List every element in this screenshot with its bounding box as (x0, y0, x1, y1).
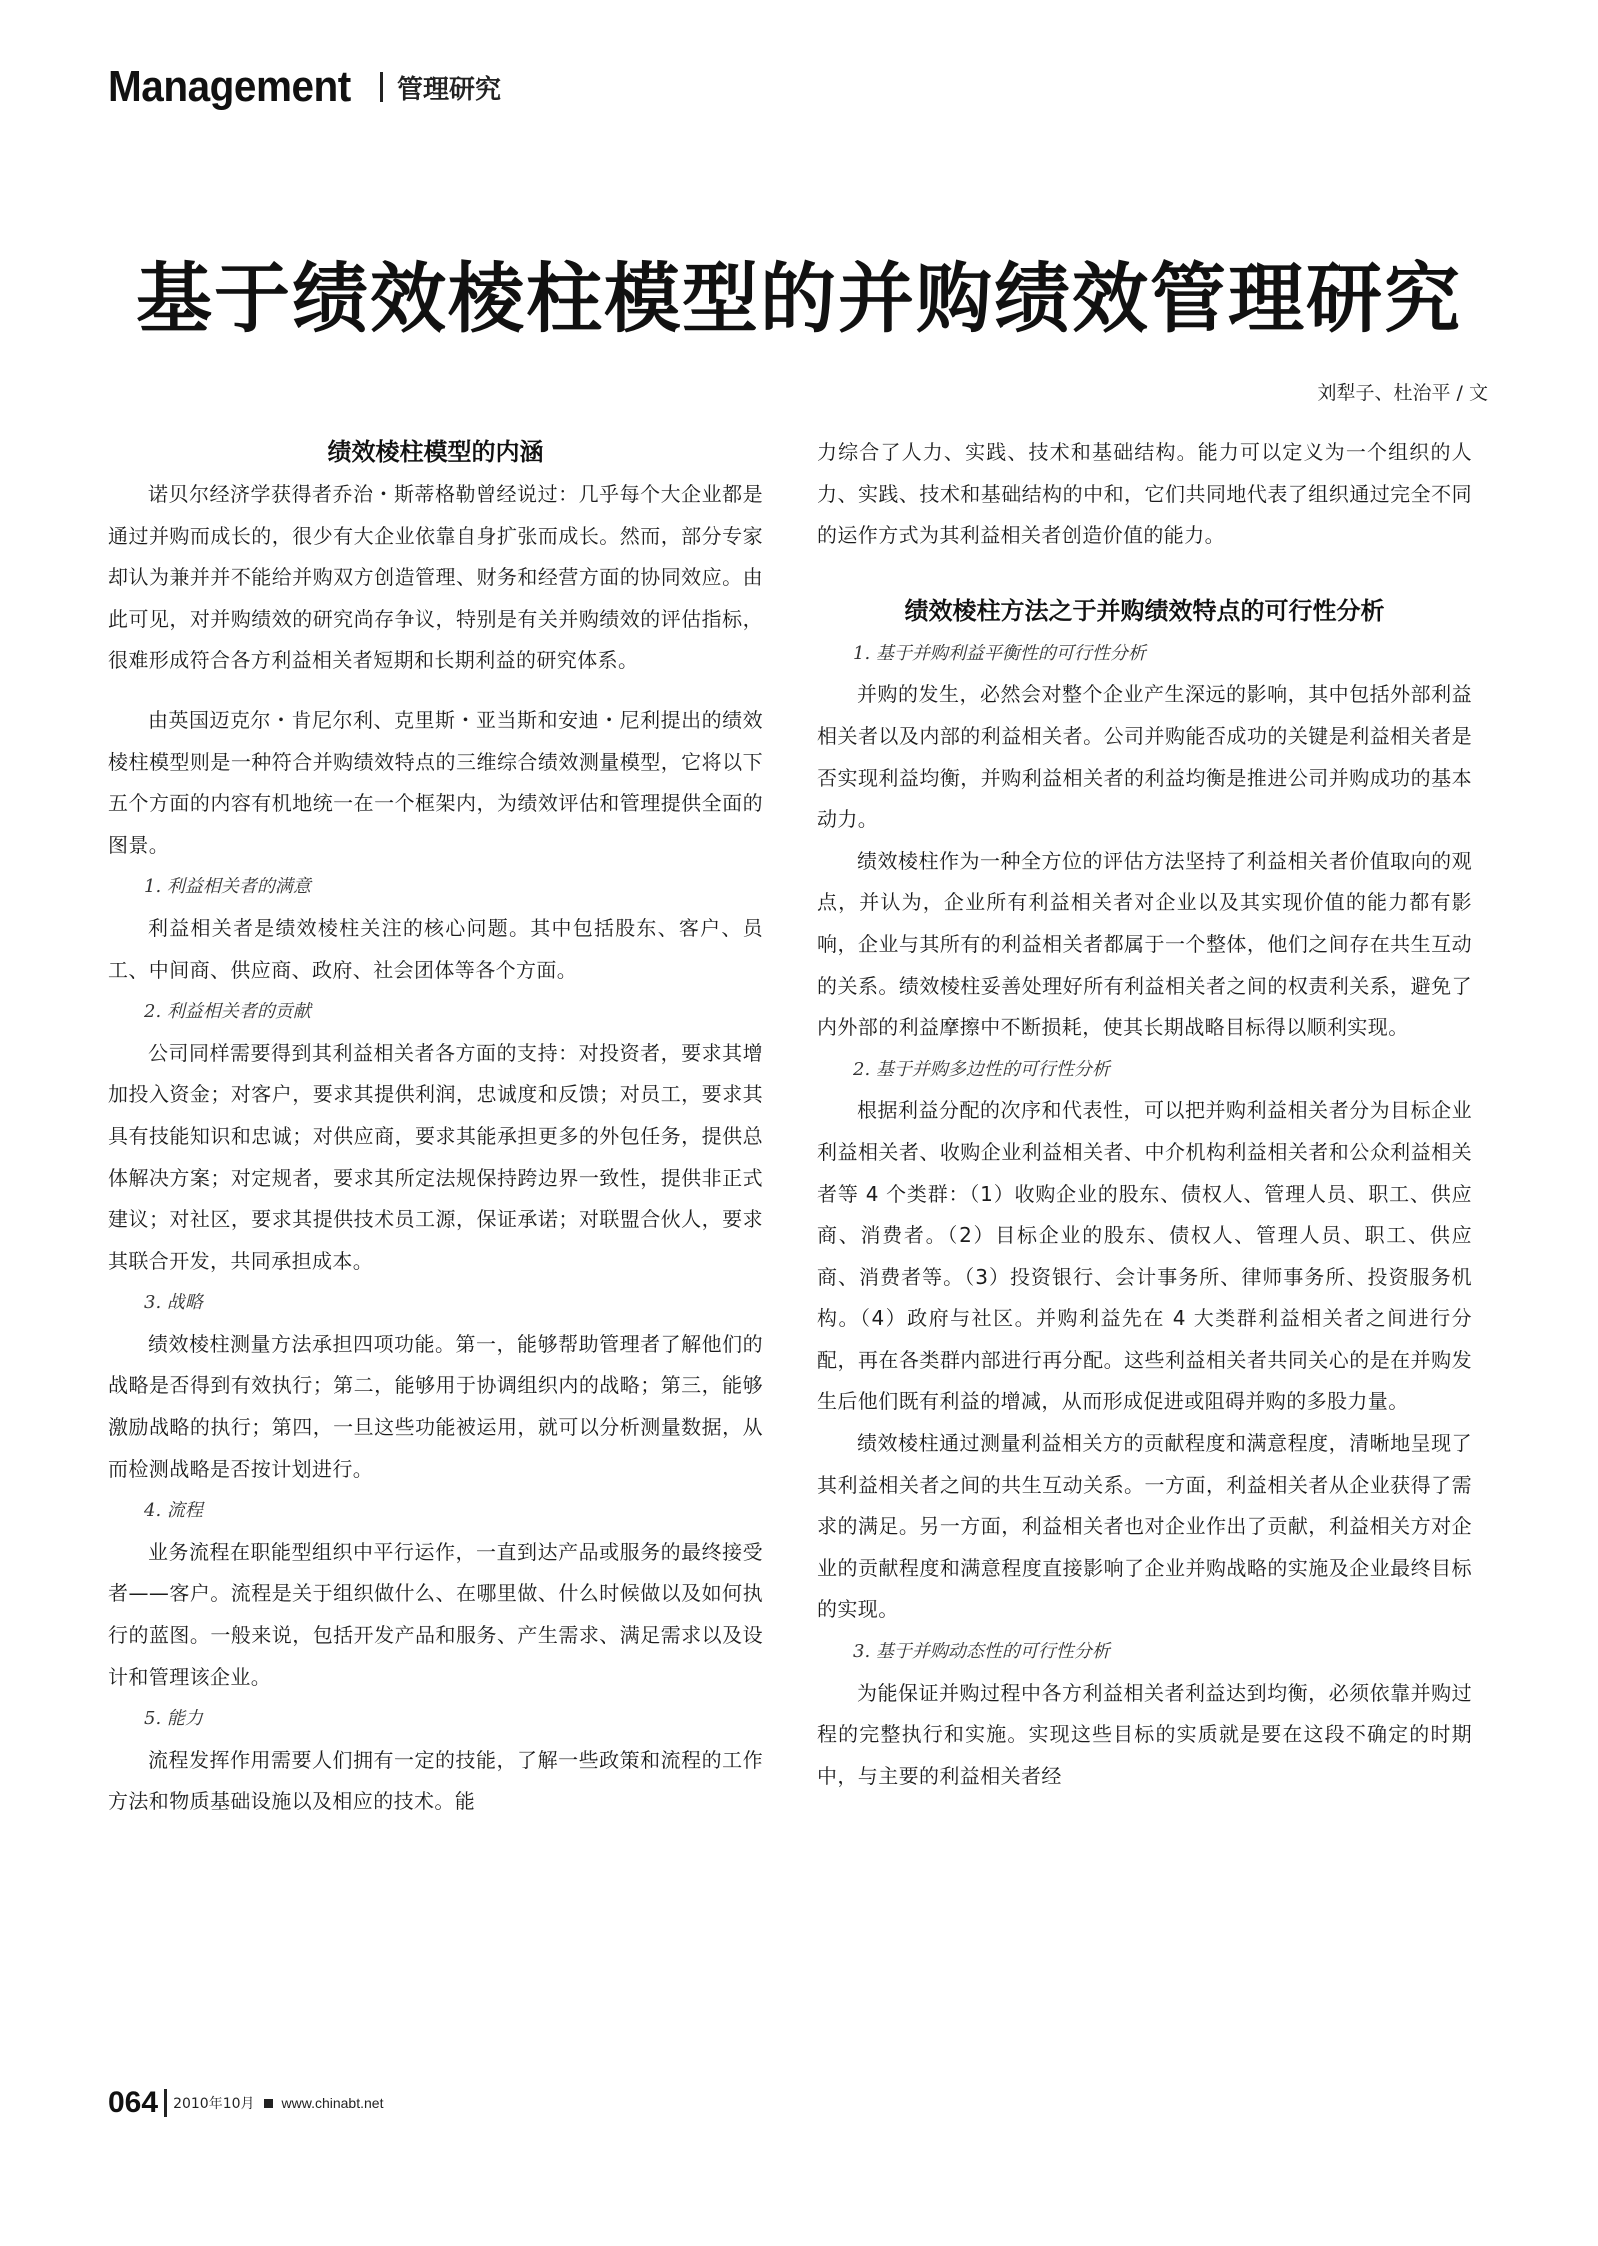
article-byline: 刘犁子、杜治平 / 文 (1317, 382, 1488, 404)
square-bullet-icon (264, 2099, 273, 2108)
subheading: 4. 流程 (144, 1500, 203, 1522)
paragraph: 绩效棱柱作为一种全方位的评估方法坚持了利益相关者价值取向的观点，并认为，企业所有利益相关者对企业以及其实现价值的能力都有影响，企业与其所有的利益相关者都属于一个整体，他们之间存在共生互动的关系。绩效棱柱妥善处理好所有利益相关者之间的权责利关系，避免了内外部的利益摩擦中不断损耗，使其长期战略目标得以顺利实现。 (817, 848, 1472, 1040)
page-number: 064 (108, 2086, 159, 2119)
subheading: 2. 利益相关者的贡献 (144, 1001, 311, 1023)
paragraph: 并购的发生，必然会对整个企业产生深远的影响，其中包括外部利益相关者以及内部的利益相关者。公司并购能否成功的关键是利益相关者是否实现利益均衡，并购利益相关者的利益均衡是推进公司并购成功的基本动力。 (817, 682, 1472, 832)
paragraph: 由英国迈克尔・肯尼尔利、克里斯・亚当斯和安迪・尼利提出的绩效棱柱模型则是一种符合并购绩效特点的三维综合绩效测量模型，它将以下五个方面的内容有机地统一在一个框架内，为绩效评估和管理提供全面的图景。 (108, 707, 763, 857)
page-header (108, 62, 501, 112)
paragraph: 公司同样需要得到其利益相关者各方面的支持：对投资者，要求其增加投入资金；对客户，要求其提供利润，忠诚度和反馈；对员工，要求其具有技能知识和忠诚；对供应商，要求其能承担更多的外包任务，提供总体解决方案；对定规者，要求其所定法规保持跨边界一致性，提供非正式建议；对社区，要求其提供技术员工源，保证承诺；对联盟合伙人，要求其联合开发，共同承担成本。 (108, 1040, 763, 1273)
article-title: 基于绩效棱柱模型的并购绩效管理研究 (136, 254, 1462, 343)
subheading: 5. 能力 (144, 1708, 203, 1730)
paragraph: 流程发挥作用需要人们拥有一定的技能，了解一些政策和流程的工作方法和物质基础设施以及相应的技术。能 (108, 1747, 763, 1814)
website-url: www.chinabt.net (281, 2095, 384, 2111)
subheading: 2. 基于并购多边性的可行性分析 (853, 1058, 1110, 1080)
section-heading: 绩效棱柱模型的内涵 (327, 438, 544, 466)
paragraph: 诺贝尔经济学获得者乔治・斯蒂格勒曾经说过：几乎每个大企业都是通过并购而成长的，很少有大企业依靠自身扩张而成长。然而，部分专家却认为兼并并不能给并购双方创造管理、财务和经营方面的协同效应。由此可见，对并购绩效的研究尚存争议，特别是有关并购绩效的评估指标，很难形成符合各方利益相关者短期和长期利益的研究体系。 (108, 482, 763, 673)
left-column (108, 432, 763, 1823)
right-column (817, 432, 1472, 1797)
magazine-brand: Management (108, 62, 351, 111)
paragraph: 利益相关者是绩效棱柱关注的核心问题。其中包括股东、客户、员工、中间商、供应商、政府、社会团体等各个方面。 (108, 915, 763, 982)
footer-divider (164, 2089, 167, 2117)
paragraph: 为能保证并购过程中各方利益相关者利益达到均衡，必须依靠并购过程的完整执行和实施。实现这些目标的实质就是要在这段不确定的时期中，与主要的利益相关者经 (817, 1680, 1472, 1788)
paragraph-continued: 力综合了人力、实践、技术和基础结构。能力可以定义为一个组织的人力、实践、技术和基础结构的中和，它们共同地代表了组织通过完全不同的运作方式为其利益相关者创造价值的能力。 (817, 440, 1472, 548)
page-footer (108, 2086, 383, 2120)
section-name: 管理研究 (396, 74, 501, 105)
subheading: 3. 基于并购动态性的可行性分析 (853, 1641, 1110, 1663)
paragraph: 根据利益分配的次序和代表性，可以把并购利益相关者分为目标企业利益相关者、收购企业利益相关者、中介机构利益相关者和公众利益相关者等 4 个类群：（1）收购企业的股东、债权人、管理人员、职工、供应商、消费者。（2）目标企业的股东、债权人、管理人员、职工、供应商、消费者等。（3）投资银行、会计事务所、律师事务所、投资服务机构。（4）政府与社区。并购利益先在 4 大类群利益相关者之间进行分配，再在各类群内部进行再分配。这些利益相关者共同关心的是在并购发生后他们既有利益的增减，从而形成促进或阻碍并购的多股力量。 (817, 1098, 1472, 1414)
header-divider (380, 72, 383, 102)
paragraph: 绩效棱柱测量方法承担四项功能。第一，能够帮助管理者了解他们的战略是否得到有效执行；第二，能够用于协调组织内的战略；第三，能够激励战略的执行；第四，一旦这些功能被运用，就可以分析测量数据，从而检测战略是否按计划进行。 (108, 1331, 763, 1481)
subheading: 3. 战略 (144, 1292, 203, 1314)
subheading: 1. 利益相关者的满意 (144, 876, 311, 898)
issue-date: 2010年10月 (173, 2096, 255, 2112)
paragraph: 业务流程在职能型组织中平行运作，一直到达产品或服务的最终接受者——客户。流程是关于组织做什么、在哪里做、什么时候做以及如何执行的蓝图。一般来说，包括开发产品和服务、产生需求、满足需求以及设计和管理该企业。 (108, 1539, 763, 1689)
subheading: 1. 基于并购利益平衡性的可行性分析 (853, 642, 1146, 664)
paragraph: 绩效棱柱通过测量利益相关方的贡献程度和满意程度，清晰地呈现了其利益相关者之间的共生互动关系。一方面，利益相关者从企业获得了需求的满足。另一方面，利益相关者也对企业作出了贡献，利益相关方对企业的贡献程度和满意程度直接影响了企业并购战略的实施及企业最终目标的实现。 (817, 1431, 1472, 1622)
section-heading: 绩效棱柱方法之于并购绩效特点的可行性分析 (904, 596, 1385, 625)
